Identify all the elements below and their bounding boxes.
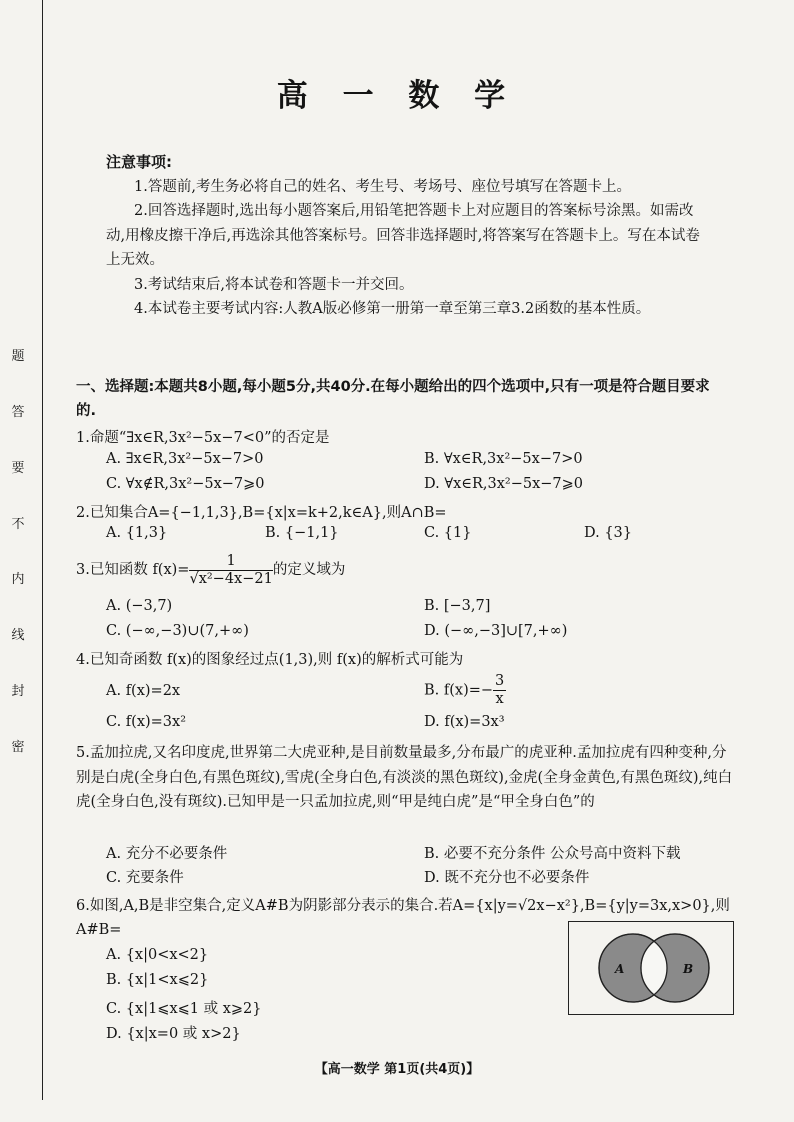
question-1-option-a: A. ∃x∈R,3x²−5x−7>0 (106, 451, 264, 467)
question-4-stem: 4.已知奇函数 f(x)的图象经过点(1,3),则 f(x)的解析式可能为 (76, 652, 464, 668)
option-b-fraction (493, 673, 506, 708)
margin-char: 题 (11, 349, 25, 364)
question-1-option-d: D. ∀x∈R,3x²−5x−7⩾0 (424, 476, 584, 492)
question-3-fraction (189, 553, 272, 588)
margin-char: 密 (11, 739, 25, 755)
question-3-stem-pre: 3.已知函数 f(x)= (76, 562, 190, 578)
question-6-stem: 6.如图,A,B是非空集合,定义A#B为阴影部分表示的集合.若A={x|y=√2x−x²},B={y|y=3x,x>0},则A#B= (76, 898, 730, 938)
venn-diagram (568, 921, 734, 1015)
option-b-pre: B. f(x)=− (424, 682, 494, 699)
question-4-option-a: A. f(x)=2x (106, 683, 181, 699)
binding-line (42, 0, 43, 1100)
question-5-option-b: B. 必要不充分条件 公众号高中资料下载 (424, 846, 681, 862)
question-5-stem: 5.孟加拉虎,又名印度虎,世界第二大虎亚种,是目前数量最多,分布最广的虎亚种.孟加拉虎有四种变种,分别是白虎(全身白色,有黑色斑纹),雪虎(全身白色,有淡淡的黑色斑纹),金虎(全身金黄色,有黑色斑纹),纯白虎(全身白色,没有斑纹).已知甲是一只孟加拉虎,则“甲是纯白虎”是“甲全身白色”的 (76, 745, 733, 810)
question-3-option-a: A. (−3,7) (106, 598, 173, 614)
fraction-numerator: 1 (189, 553, 272, 571)
margin-char: 要 (11, 460, 25, 476)
question-2-option-d: D. {3} (584, 525, 633, 541)
question-1-option-b: B. ∀x∈R,3x²−5x−7>0 (424, 451, 583, 467)
notice-item: 2.回答选择题时,选出每小题答案后,用铅笔把答题卡上对应题目的答案标号涂黑。如需改动,用橡皮擦干净后,再选涂其他答案标号。回答非选择题时,将答案写在答题卡上。写在本试卷上无效。 (106, 203, 700, 268)
question-4-option-b (424, 673, 506, 708)
question-2-stem: 2.已知集合A={−1,1,3},B={x|x=k+2,k∈A},则A∩B= (76, 505, 447, 521)
question-2-option-a: A. {1,3} (106, 525, 168, 541)
page-title: 高 一 数 学 (276, 78, 518, 114)
notice-item: 3.考试结束后,将本试卷和答题卡一并交回。 (134, 276, 414, 293)
question-1-option-c: C. ∀x∉R,3x²−5x−7⩾0 (106, 476, 265, 492)
notice-item: 1.答题前,考生务必将自己的姓名、考生号、考场号、座位号填写在答题卡上。 (134, 178, 631, 195)
question-6-option-d: D. {x|x=0 或 x>2} (106, 1026, 241, 1042)
binding-margin-text (6, 345, 30, 755)
question-3-stem-post: 的定义域为 (272, 562, 346, 578)
question-4-option-c: C. f(x)=3x² (106, 714, 187, 730)
venn-diagram-svg (569, 922, 733, 1014)
notice-item: 4.本试卷主要考试内容:人教A版必修第一册第一章至第三章3.2函数的基本性质。 (134, 301, 651, 317)
notice-section (106, 150, 706, 322)
question-2-option-b: B. {−1,1} (265, 525, 339, 541)
question-6-option-c: C. {x|1⩽x⩽1 或 x⩾2} (106, 1001, 262, 1017)
question-5-option-d: D. 既不充分也不必要条件 (424, 870, 590, 886)
question-5-option-a: A. 充分不必要条件 (106, 846, 228, 862)
page-footer: 【高一数学 第1页(共4页)】 (314, 1062, 480, 1077)
margin-char: 不 (11, 516, 25, 532)
question-3-option-b: B. [−3,7] (424, 598, 491, 614)
question-3-stem (76, 552, 345, 588)
fraction-denominator: x (495, 691, 504, 707)
question-1-stem: 1.命题“∃x∈R,3x²−5x−7<0”的否定是 (76, 430, 330, 446)
question-5-option-c: C. 充要条件 (106, 870, 184, 886)
venn-label-a: A (615, 962, 625, 976)
question-2-option-c: C. {1} (424, 525, 472, 541)
question-4-option-d: D. f(x)=3x³ (424, 714, 505, 730)
fraction-denominator: √x²−4x−21 (189, 570, 273, 587)
margin-char: 内 (11, 572, 25, 588)
fraction-numerator: 3 (495, 673, 505, 689)
question-3-option-c: C. (−∞,−3)∪(7,+∞) (106, 623, 249, 639)
notice-heading: 注意事项: (106, 153, 172, 171)
section-heading: 一、选择题:本题共8小题,每小题5分,共40分.在每小题给出的四个选项中,只有一项是符合题目要求的. (76, 379, 710, 419)
margin-char: 答 (11, 404, 25, 420)
venn-label-b: B (683, 962, 694, 976)
question-6-option-a: A. {x|0<x<2} (106, 947, 209, 963)
margin-char: 线 (11, 628, 25, 644)
margin-char: 封 (11, 684, 25, 700)
question-3-option-d: D. (−∞,−3]∪[7,+∞) (424, 623, 568, 639)
question-6-option-b: B. {x|1<x⩽2} (106, 972, 209, 988)
